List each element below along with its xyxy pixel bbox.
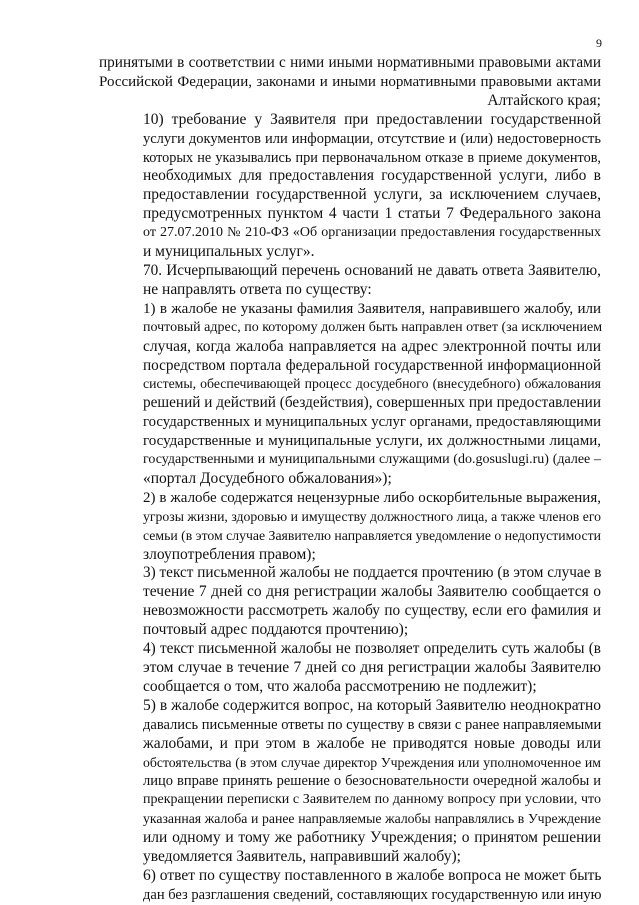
text-line: 70. Исчерпывающий перечень оснований не давать ответа Заявителю, [143, 261, 601, 279]
paragraph [99, 54, 601, 111]
paragraph [99, 300, 601, 489]
text-line: предоставлении государственной услуги, за исключением случаев, [143, 186, 601, 204]
text-line: указанная жалоба и ранее направляемые жалобы направлялись в Учреждение [143, 811, 601, 827]
text-line: дан без разглашения сведений, составляющих государственную или иную [143, 886, 602, 903]
text-line: которых не указывались при первоначальном отказе в приеме документов, [143, 149, 601, 166]
paragraph [99, 564, 601, 640]
text-line: лицо вправе принять решение о безосновательности очередной жалобы и [143, 773, 601, 790]
text-line: необходимых для предоставления государственной услуги, либо в [143, 167, 601, 185]
text-line: или одному и тому же работнику Учреждения; о принятом решении [143, 829, 601, 847]
text-line: не направлять ответа по существу: [143, 280, 372, 298]
text-line: прекращении переписки с Заявителем по данному вопросу при условии, что [143, 792, 601, 808]
text-line: семьи (в этом случае Заявителю направляется уведомление о недопустимости [143, 527, 601, 543]
text-line: предусмотренных пунктом 4 части 1 статьи 7 Федерального закона [143, 205, 601, 223]
text-line: принятыми в соответствии с ними иными нормативными правовыми актами [99, 54, 601, 71]
text-line: случая, когда жалоба направляется на адрес электронной почты или [143, 337, 601, 355]
text-line: 1) в жалобе не указаны фамилия Заявителя, направившего жалобу, или [143, 300, 601, 317]
paragraph [99, 111, 601, 262]
text-line: государственными и муниципальными служащими (do.gosuslugi.ru) (далее – [143, 452, 601, 468]
text-line: этом случае в течение 7 дней со дня регистрации жалобы Заявителю [143, 659, 601, 676]
text-line: обстоятельства (в этом случае директор Учреждения или уполномоченное им [143, 754, 601, 770]
text-line: почтовый адрес поддаются прочтению); [143, 621, 409, 639]
text-line: 5) в жалобе содержится вопрос, на который Заявителю неоднократно [143, 696, 601, 714]
paragraph [99, 697, 601, 867]
document-body [99, 54, 601, 905]
text-line: посредством портала федеральной государственной информационной [143, 356, 601, 374]
text-line: сообщается о том, что жалоба рассмотрению не подлежит); [143, 677, 537, 695]
text-line: жалобами, и при этом в жалобе не приводятся новые доводы или [143, 734, 601, 752]
text-line: почтовый адрес, по которому должен быть направлен ответ (за исключением [143, 319, 603, 335]
paragraph [99, 867, 601, 905]
text-line: невозможности рассмотреть жалобу по существу, если его фамилия и [143, 602, 601, 620]
paragraph [99, 262, 601, 300]
paragraph [99, 640, 601, 697]
text-line: решений и действий (бездействия), совершенных при предоставлении [143, 394, 601, 412]
text-line: от 27.07.2010 № 210-ФЗ «Об организации предоставления государственных [143, 225, 601, 241]
text-line: давались письменные ответы по существу в связи с ранее направляемыми [143, 716, 602, 733]
text-line: системы, обеспечивающей процесс досудебного (внесудебного) обжалования [143, 376, 601, 392]
text-line: течение 7 дней со дня регистрации жалобы Заявителю сообщается о [143, 583, 601, 601]
text-line: услуги документов или информации, отсутствие и (или) недостоверность [143, 130, 601, 147]
text-line: злоупотребления правом); [143, 545, 316, 563]
page-number: 9 [596, 36, 602, 50]
text-line: 2) в жалобе содержатся нецензурные либо оскорбительные выражения, [143, 489, 601, 506]
text-line: 4) текст письменной жалобы не позволяет определить суть жалобы (в [143, 640, 601, 658]
text-line: «портал Досудебного обжалования»); [143, 469, 392, 487]
text-line: Российской Федерации, законами и иными нормативными правовыми актами [99, 73, 601, 90]
text-line: Алтайского края; [487, 91, 601, 109]
text-line: государственных и муниципальных услуг органами, предоставляющими [143, 414, 601, 431]
text-line: 3) текст письменной жалобы не поддается прочтению (в этом случае в [143, 564, 602, 582]
text-line: 10) требование у Заявителя при предоставлении государственной [143, 110, 601, 128]
text-line: государственные и муниципальные услуги, их должностными лицами, [143, 433, 601, 450]
text-line: уведомляется Заявитель, направивший жалобу); [143, 848, 461, 866]
text-line: и муниципальных услуг». [143, 243, 315, 261]
text-line: угрозы жизни, здоровью и имуществу должностного лица, а также членов его [143, 508, 601, 524]
text-line: 6) ответ по существу поставленного в жалобе вопроса не может быть [143, 866, 602, 884]
paragraph [99, 489, 601, 565]
